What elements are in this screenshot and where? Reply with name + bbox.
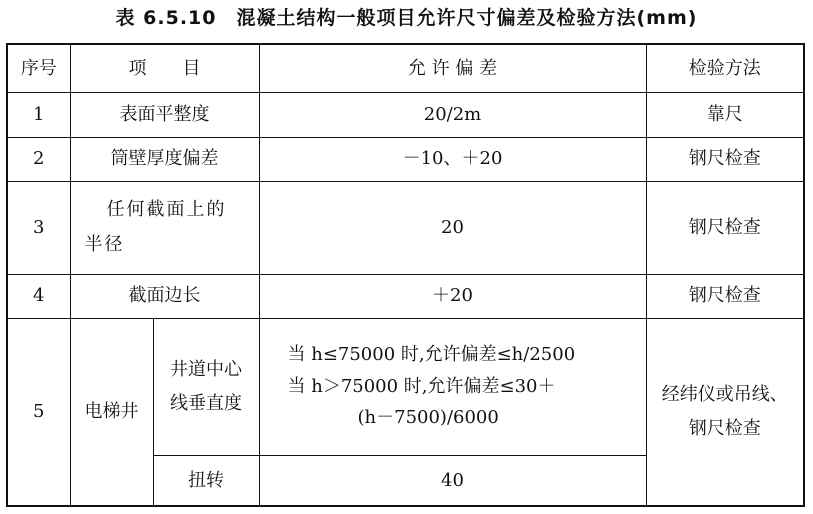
header-tolerance: 允 许 偏 差 bbox=[259, 44, 646, 92]
row-item: 截面边长 bbox=[70, 274, 259, 318]
row-tolerance: ＋20 bbox=[259, 274, 646, 318]
row-method: 钢尺检查 bbox=[646, 137, 804, 181]
row-subitem-torsion: 扭转 bbox=[153, 455, 259, 506]
row-no: 1 bbox=[7, 92, 70, 137]
row-method: 钢尺检查 bbox=[646, 181, 804, 274]
subitem-line2: 线垂直度 bbox=[170, 392, 242, 414]
row-item-line2: 半径 bbox=[84, 233, 125, 255]
row-tolerance: －10、＋20 bbox=[259, 137, 646, 181]
method-line1: 经纬仪或吊线、 bbox=[661, 384, 788, 406]
method-line2: 钢尺检查 bbox=[688, 417, 761, 439]
table-header-row bbox=[7, 44, 804, 92]
row-method bbox=[646, 318, 804, 506]
row-item-line1: 任何截面上的 bbox=[106, 199, 227, 221]
table-row bbox=[7, 137, 804, 181]
header-no: 序号 bbox=[7, 44, 70, 92]
header-method: 检验方法 bbox=[646, 44, 804, 92]
table-row bbox=[7, 181, 804, 274]
row-item: 表面平整度 bbox=[70, 92, 259, 137]
row-tolerance-formula bbox=[259, 318, 646, 455]
row-item bbox=[70, 181, 259, 274]
row-subitem-verticality bbox=[153, 318, 259, 455]
row-method: 钢尺检查 bbox=[646, 274, 804, 318]
table-row bbox=[7, 92, 804, 137]
row-tolerance: 40 bbox=[259, 455, 646, 506]
formula-line1: 当 h≤75000 时,允许偏差≤h/2500 bbox=[287, 344, 576, 366]
row-tolerance: 20 bbox=[259, 181, 646, 274]
header-item: 项 目 bbox=[70, 44, 259, 92]
row-no: 2 bbox=[7, 137, 70, 181]
table-title: 表 6.5.10 混凝土结构一般项目允许尺寸偏差及检验方法(mm) bbox=[115, 7, 698, 29]
tolerance-table bbox=[6, 43, 805, 507]
row-no: 4 bbox=[7, 274, 70, 318]
row-tolerance: 20/2m bbox=[259, 92, 646, 137]
formula-line3: (h－7500)/6000 bbox=[357, 407, 499, 429]
row-group-elevator-shaft: 电梯井 bbox=[70, 318, 153, 506]
row-no: 5 bbox=[7, 318, 70, 506]
table-row bbox=[7, 274, 804, 318]
row-item: 筒壁厚度偏差 bbox=[70, 137, 259, 181]
table-row bbox=[7, 318, 804, 455]
subitem-line1: 井道中心 bbox=[170, 359, 242, 381]
row-method: 靠尺 bbox=[646, 92, 804, 137]
row-no: 3 bbox=[7, 181, 70, 274]
formula-line2: 当 h＞75000 时,允许偏差≤30＋ bbox=[287, 375, 556, 397]
